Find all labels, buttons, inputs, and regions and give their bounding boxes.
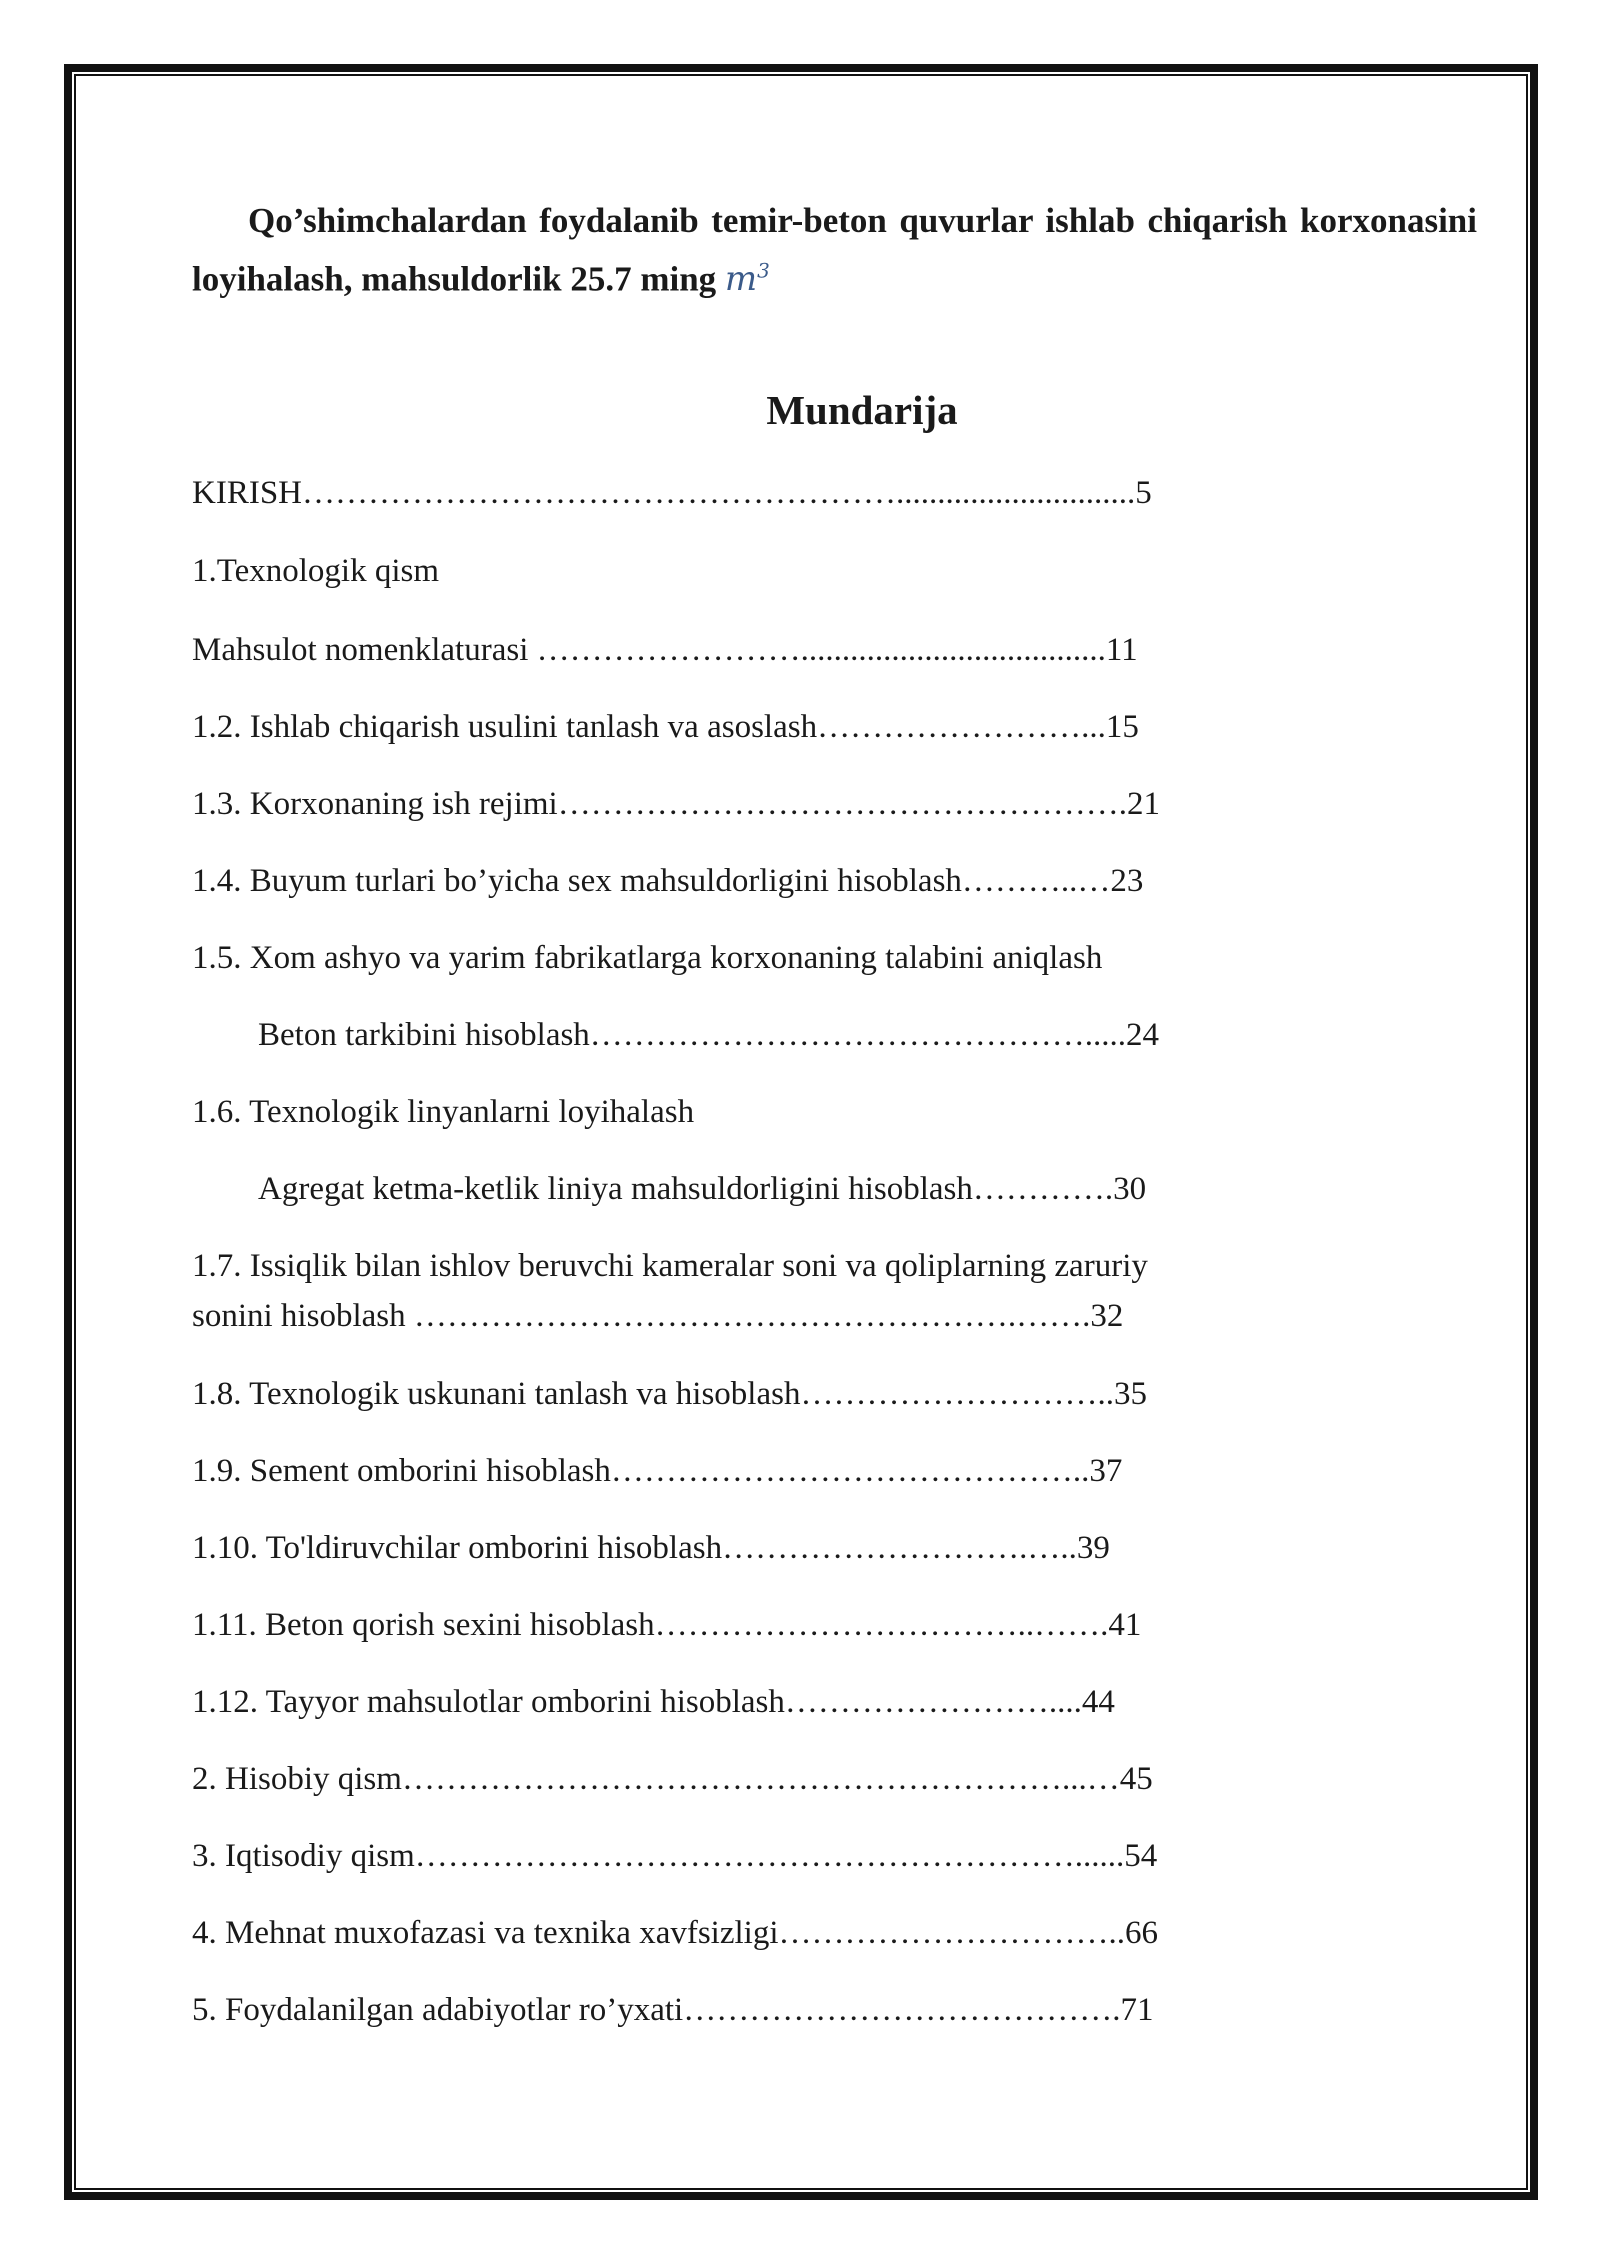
toc-item-1-12: 1.12. Tayyor mahsulotlar omborini hisoblash……………………....44 (192, 1684, 1115, 1720)
toc-item-4: 4. Mehnat muxofazasi va texnika xavfsizligi…………………………..66 (192, 1915, 1158, 1951)
toc-item-1-6-sub: Agregat ketma-ketlik liniya mahsuldorligini hisoblash………….30 (258, 1171, 1147, 1207)
toc-item-1-1: Mahsulot nomenklaturasi …………………….....................................11 (192, 632, 1138, 668)
toc-item-1-5-sub: Beton tarkibini hisoblash……………………………………….....24 (258, 1017, 1160, 1053)
title-unit-exponent: 3 (757, 259, 770, 283)
toc-item-3: 3. Iqtisodiy qism……………………………………………………......54 (192, 1838, 1158, 1874)
toc-item-1-3: 1.3. Korxonaning ish rejimi…………………………………………….21 (192, 786, 1160, 822)
toc-item-2: 2. Hisobiy qism……………………………………………………...…45 (192, 1761, 1153, 1797)
toc-item-kirish: KIRISH……………………………………………….............................5 (192, 475, 1152, 511)
toc-item-1-5: 1.5. Xom ashyo va yarim fabrikatlarga korxonaning talabini aniqlash (192, 940, 1103, 976)
title-unit-base: m (724, 259, 758, 300)
title-unit (725, 259, 770, 299)
toc-heading: Mundarija (766, 387, 958, 433)
toc-item-1-7: 1.7. Issiqlik bilan ishlov beruvchi kameralar soni va qoliplarning zaruriy (192, 1248, 1148, 1284)
toc-item-1-11: 1.11. Beton qorish sexini hisoblash……………………………..…….41 (192, 1607, 1142, 1643)
toc-item-1-7-cont: sonini hisoblash ……………………………………………….…….32 (192, 1298, 1124, 1334)
toc-item-1-10: 1.10. To'ldiruvchilar omborini hisoblash……………………….…..39 (192, 1530, 1110, 1566)
toc-item-1-6: 1.6. Texnologik linyanlarni loyihalash (192, 1094, 695, 1130)
document-title-text: Qo’shimchalardan foydalanib temir-beton quvurlar ishlab chiqarish korxonasini loyihalash, mahsuldorlik 25.7 ming (192, 201, 1477, 299)
toc-item-1-9: 1.9. Sement omborini hisoblash……………………………………..37 (192, 1453, 1123, 1489)
document-title (192, 196, 1477, 304)
toc-item-1-8: 1.8. Texnologik uskunani tanlash va hisoblash………………………..35 (192, 1376, 1147, 1412)
toc-item-5: 5. Foydalanilgan adabiyotlar ro’yxati………………………………….71 (192, 1992, 1154, 2028)
toc-item-1-2: 1.2. Ishlab chiqarish usulini tanlash va asoslash……………………...15 (192, 709, 1139, 745)
toc-item-1-4: 1.4. Buyum turlari bo’yicha sex mahsuldorligini hisoblash………..…23 (192, 863, 1144, 899)
toc-item-section-1: 1.Texnologik qism (192, 553, 440, 589)
